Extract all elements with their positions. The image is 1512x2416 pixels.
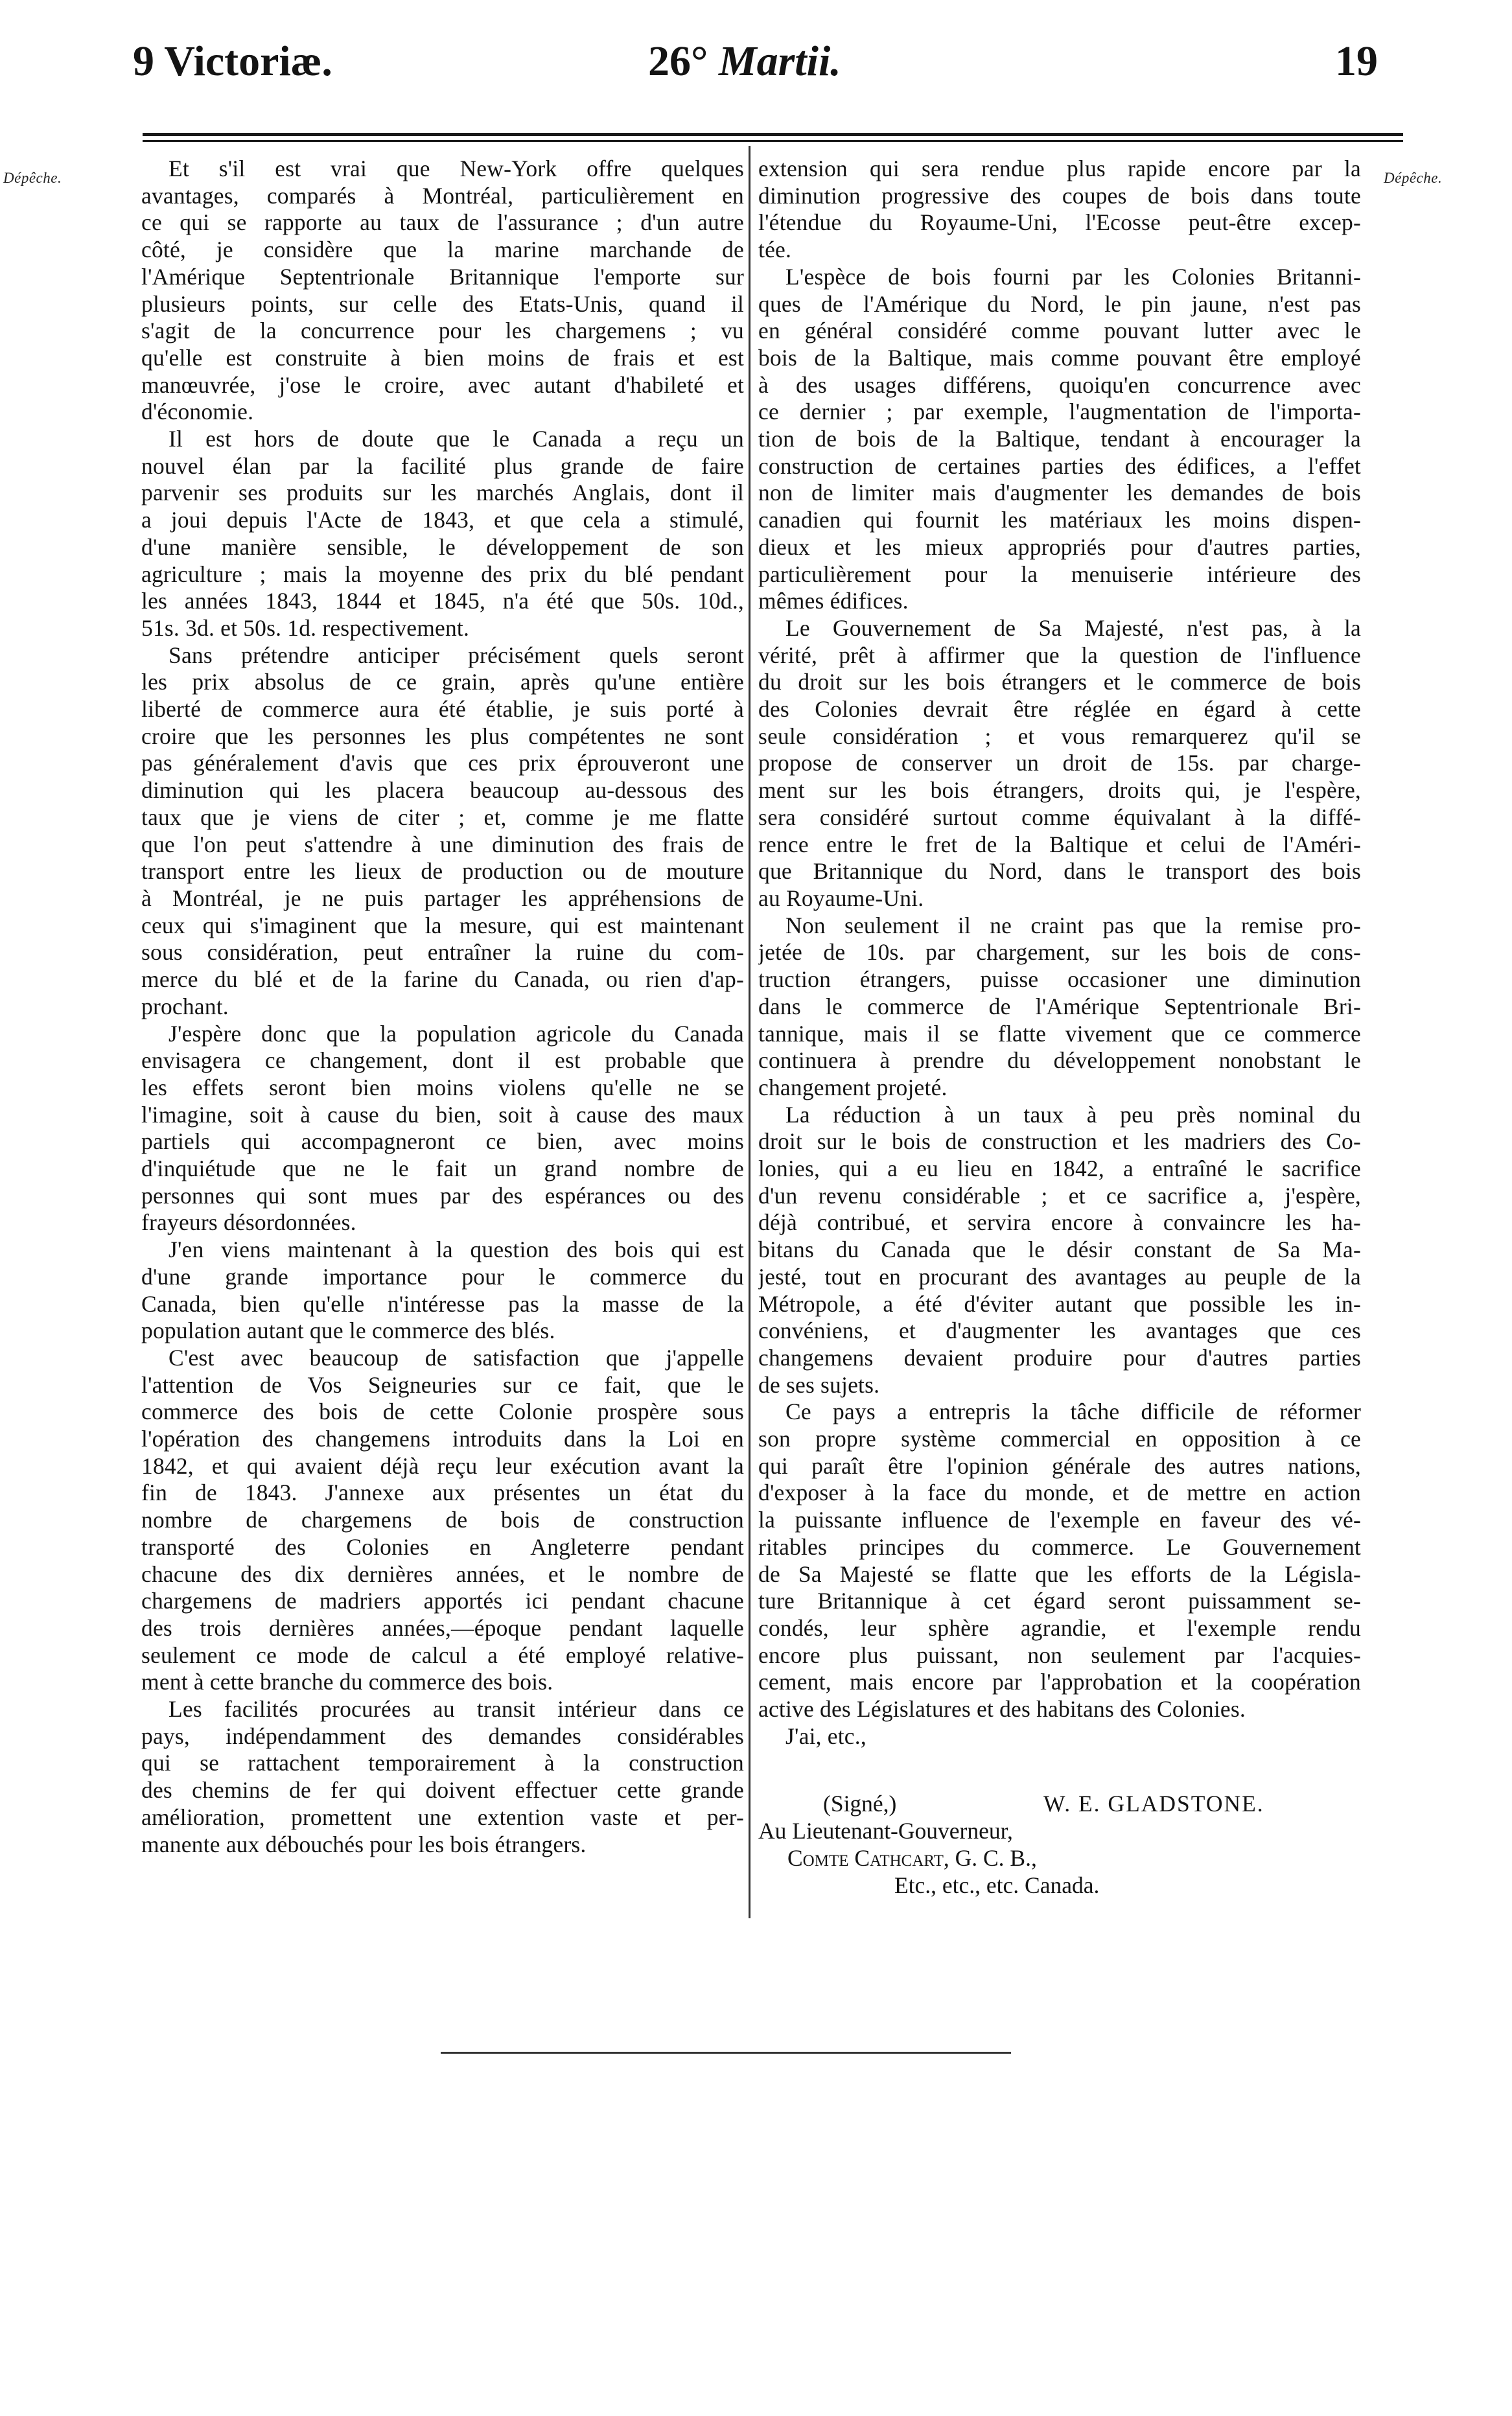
text-line: particulièrement pour la menuiserie intérieure des	[758, 561, 1361, 587]
text-line: Et s'il est vrai que New-York offre quelques	[169, 156, 744, 181]
text-line: croire que les personnes les plus compétentes ne sont	[141, 723, 744, 749]
signature-signed: (Signé,)	[823, 1791, 897, 1817]
bottom-rule	[441, 2052, 1011, 2054]
right-column	[758, 156, 1361, 1750]
text-line: a joui depuis l'Acte de 1843, et que cela a stimulé,	[141, 507, 744, 533]
session-header: 9 Victoriæ.	[133, 38, 332, 85]
text-line: plusieurs points, sur celle des Etats-Unis, quand il	[141, 290, 744, 317]
text-line: transporté des Colonies en Angleterre pendant	[141, 1533, 744, 1560]
text-line: ment à cette branche du commerce des bois.	[141, 1669, 553, 1695]
text-line: bitans du Canada que le désir constant de Sa Ma-	[758, 1237, 1361, 1263]
text-line: transport entre les lieux de production ou de mouture	[141, 858, 744, 885]
text-line: fin de 1843. J'annexe aux présentes un état du	[141, 1480, 744, 1506]
text-line: jetée de 10s. par chargement, sur les bois de cons-	[758, 939, 1361, 966]
text-line: J'en viens maintenant à la question des bois qui est	[169, 1237, 744, 1263]
text-line: bois de la Baltique, mais comme pouvant être employé	[758, 344, 1361, 371]
text-line: dieux et les mieux appropriés pour d'autres parties,	[758, 533, 1361, 560]
text-line: condés, leur sphère agrandie, et l'exemple rendu	[758, 1614, 1361, 1641]
signature-name: W. E. GLADSTONE.	[1043, 1791, 1264, 1817]
text-line: chargemens de madriers apportés ici pendant chacune	[141, 1588, 744, 1614]
date-header	[648, 26, 841, 97]
text-line: 51s. 3d. et 50s. 1d. respectivement.	[141, 614, 470, 641]
text-line: Ce pays a entrepris la tâche difficile de réformer	[785, 1399, 1361, 1425]
text-line: ce qui se rapporte au taux de l'assurance ; d'un autre	[141, 209, 744, 236]
text-line: qui se rattachent temporairement à la construction	[141, 1750, 744, 1776]
text-line: nombre de chargemens de bois de construction	[141, 1507, 744, 1533]
margin-note-left: Dépêche.	[3, 170, 62, 186]
text-line: manente aux débouchés pour les bois étrangers.	[141, 1831, 587, 1857]
text-line: convéniens, et d'augmenter les avantages que ces	[758, 1318, 1361, 1344]
text-line: pays, indépendamment des demandes considérables	[141, 1723, 744, 1749]
text-line: truction étrangers, puisse occasioner une diminution	[758, 966, 1361, 993]
left-column	[141, 156, 744, 1858]
header-rule-thin	[143, 140, 1403, 142]
text-line: propose de conserver un droit de 15s. par charge-	[758, 750, 1361, 776]
text-line: cement, mais encore par l'approbation et la coopération	[758, 1669, 1361, 1695]
text-line: population autant que le commerce des blés.	[141, 1318, 555, 1344]
text-line: prochant.	[141, 993, 229, 1019]
text-line: d'une grande importance pour le commerce du	[141, 1263, 744, 1290]
text-line: mêmes édifices.	[758, 588, 909, 614]
text-line: non de limiter mais d'augmenter les demandes de bois	[758, 480, 1361, 506]
text-line: manœuvrée, j'ose le croire, avec autant d'habileté et	[141, 371, 744, 398]
text-line: Le Gouvernement de Sa Majesté, n'est pas, à la	[785, 614, 1361, 641]
text-line: Sans prétendre anticiper précisément quels seront	[169, 642, 744, 668]
text-line: ritables principes du commerce. Le Gouvernement	[758, 1533, 1361, 1560]
text-line: au Royaume-Uni.	[758, 885, 924, 911]
text-line: d'inquiétude que ne le fait un grand nombre de	[141, 1156, 744, 1182]
text-line: lonies, qui a eu lieu en 1842, a entraîné le sacrifice	[758, 1156, 1361, 1182]
text-line: sous considération, peut entraîner la ruine du com-	[141, 939, 744, 966]
text-line: amélioration, promettent une extention vaste et per-	[141, 1804, 744, 1830]
text-line: la puissante influence de l'exemple en faveur des vé-	[758, 1507, 1361, 1533]
header-rule-thick	[143, 133, 1403, 136]
text-line: les années 1843, 1844 et 1845, n'a été que 50s. 10d.,	[141, 588, 744, 614]
text-line: commerce des bois de cette Colonie prospère sous	[141, 1399, 744, 1425]
text-line: les prix absolus de ce grain, après qu'une entière	[141, 669, 744, 695]
text-line: ques de l'Amérique du Nord, le pin jaune, n'est pas	[758, 290, 1361, 317]
text-line: nouvel élan par la facilité plus grande de faire	[141, 452, 744, 479]
text-line: liberté de commerce aura été établie, je suis porté à	[141, 696, 744, 723]
text-line: tannique, mais il se flatte vivement que ce commerce	[758, 1020, 1361, 1047]
text-line: l'attention de Vos Seigneuries sur ce fait, que le	[141, 1371, 744, 1398]
text-line: que l'on peut s'attendre à une diminution des frais de	[141, 831, 744, 857]
text-line: ment sur les bois étrangers, droits qui, je l'espère,	[758, 777, 1361, 804]
text-line: encore plus puissant, non seulement par l'acquies-	[758, 1642, 1361, 1668]
signature-etc: Etc., etc., etc. Canada.	[894, 1872, 1100, 1898]
text-line: Il est hors de doute que le Canada a reçu un	[169, 426, 744, 452]
text-line: vérité, prêt à affirmer que la question de l'influence	[758, 642, 1361, 668]
text-line: son propre système commercial en opposition à ce	[758, 1426, 1361, 1452]
text-line: jesté, tout en procurant des avantages au peuple de la	[758, 1263, 1361, 1290]
text-line: Métropole, a été d'éviter autant que possible les in-	[758, 1290, 1361, 1317]
text-line: merce du blé et de la farine du Canada, ou rien d'ap-	[141, 966, 744, 993]
text-line: J'ai, etc.,	[785, 1723, 866, 1749]
text-line: frayeurs désordonnées.	[141, 1209, 356, 1236]
text-line: en général considéré comme pouvant lutter avec le	[758, 318, 1361, 344]
text-line: J'espère donc que la population agricole du Canada	[169, 1020, 744, 1047]
text-line: ture Britannique à cet égard seront puissamment se-	[758, 1588, 1361, 1614]
text-line: diminution qui les placera beaucoup au-dessous des	[141, 777, 744, 804]
text-line: taux que je viens de citer ; et, comme je me flatte	[141, 804, 744, 830]
text-line: droit sur le bois de construction et les madriers des Co-	[758, 1128, 1361, 1155]
text-line: que Britannique du Nord, dans le transport des bois	[758, 858, 1361, 885]
text-line: des Colonies devrait être réglée en égard à cette	[758, 696, 1361, 723]
text-line: à des usages différens, quoiqu'en concurrence avec	[758, 371, 1361, 398]
text-line: des chemins de fer qui doivent effectuer cette grande	[141, 1777, 744, 1804]
column-divider	[749, 146, 750, 1918]
page-number: 19	[1335, 38, 1378, 85]
signature-recipient: Comte Cathcart, G. C. B.,	[787, 1845, 1037, 1871]
text-line: dans le commerce de l'Amérique Septentrionale Bri-	[758, 993, 1361, 1019]
text-line: Les facilités procurées au transit intérieur dans ce	[169, 1696, 744, 1723]
text-line: déjà contribué, et servira encore à convaincre les ha-	[758, 1209, 1361, 1236]
text-line: qu'elle est construite à bien moins de frais et est	[141, 344, 744, 371]
text-line: à Montréal, je ne puis partager les appréhensions de	[141, 885, 744, 911]
text-line: continuera à prendre du développement nonobstant le	[758, 1047, 1361, 1074]
text-line: personnes qui sont mues par des espérances ou des	[141, 1182, 744, 1209]
text-line: d'exposer à la face du monde, et de mettre en action	[758, 1480, 1361, 1506]
text-line: d'un revenu considérable ; et ce sacrifice a, j'espère,	[758, 1182, 1361, 1209]
text-line: construction de certaines parties des édifices, a l'effet	[758, 452, 1361, 479]
date-month: Martii.	[718, 38, 841, 85]
text-line: qui paraît être l'opinion générale des autres nations,	[758, 1452, 1361, 1479]
text-line: d'économie.	[141, 399, 254, 425]
text-line: 1842, et qui avaient déjà reçu leur exécution avant la	[141, 1452, 744, 1479]
text-line: L'espèce de bois fourni par les Colonies Britanni-	[785, 263, 1361, 290]
text-line: parvenir ses produits sur les marchés Anglais, dont il	[141, 480, 744, 506]
text-line: des trois dernières années,—époque pendant laquelle	[141, 1614, 744, 1641]
text-line: de Sa Majesté se flatte que les efforts de la Législa-	[758, 1561, 1361, 1587]
text-line: l'opération des changemens introduits dans la Loi en	[141, 1426, 744, 1452]
text-line: chacune des dix dernières années, et le nombre de	[141, 1561, 744, 1587]
text-line: extension qui sera rendue plus rapide encore par la	[758, 156, 1361, 181]
text-line: avantages, comparés à Montréal, particulièrement en	[141, 182, 744, 209]
text-line: seulement ce mode de calcul a été employé relative-	[141, 1642, 744, 1668]
text-line: canadien qui fournit les matériaux les moins dispen-	[758, 507, 1361, 533]
text-line: Non seulement il ne craint pas que la remise pro-	[785, 912, 1361, 938]
text-line: envisagera ce changement, dont il est probable que	[141, 1047, 744, 1074]
text-line: changemens devaient produire pour d'autres parties	[758, 1344, 1361, 1371]
text-line: C'est avec beaucoup de satisfaction que j'appelle	[169, 1344, 744, 1371]
text-line: de ses sujets.	[758, 1371, 880, 1398]
text-line: active des Législatures et des habitans des Colonies.	[758, 1696, 1246, 1723]
text-line: La réduction à un taux à peu près nominal du	[785, 1101, 1361, 1128]
text-line: les effets seront bien moins violens qu'elle ne se	[141, 1074, 744, 1100]
text-line: tée.	[758, 237, 792, 263]
signature-addressee: Au Lieutenant-Gouverneur,	[758, 1818, 1013, 1844]
text-line: diminution progressive des coupes de bois dans toute	[758, 182, 1361, 209]
text-line: pas généralement d'avis que ces prix éprouveront une	[141, 750, 744, 776]
text-line: agriculture ; mais la moyenne des prix du blé pendant	[141, 561, 744, 587]
text-line: tion de bois de la Baltique, tendant à encourager la	[758, 426, 1361, 452]
text-line: l'imagine, soit à cause du bien, soit à cause des maux	[141, 1101, 744, 1128]
text-line: changement projeté.	[758, 1074, 948, 1100]
text-line: l'Amérique Septentrionale Britannique l'emporte sur	[141, 263, 744, 290]
text-line: ceux qui s'imaginent que la mesure, qui est maintenant	[141, 912, 744, 938]
text-line: du droit sur les bois étrangers et le commerce de bois	[758, 669, 1361, 695]
text-line: d'une manière sensible, le développement de son	[141, 533, 744, 560]
text-line: s'agit de la concurrence pour les chargemens ; vu	[141, 318, 744, 344]
text-line: Canada, bien qu'elle n'intéresse pas la masse de la	[141, 1290, 744, 1317]
text-line: ce dernier ; par exemple, l'augmentation de l'importa-	[758, 399, 1361, 425]
margin-note-right: Dépêche.	[1384, 170, 1443, 186]
text-line: rence entre le fret de la Baltique et celui de l'Améri-	[758, 831, 1361, 857]
text-line: l'étendue du Royaume-Uni, l'Ecosse peut-être excep-	[758, 209, 1361, 236]
date-number: 26°	[648, 38, 708, 85]
text-line: seule considération ; et vous remarquerez qu'il se	[758, 723, 1361, 749]
text-line: côté, je considère que la marine marchande de	[141, 237, 744, 263]
text-line: partiels qui accompagneront ce bien, avec moins	[141, 1128, 744, 1155]
text-line: sera considéré surtout comme équivalant à la diffé-	[758, 804, 1361, 830]
